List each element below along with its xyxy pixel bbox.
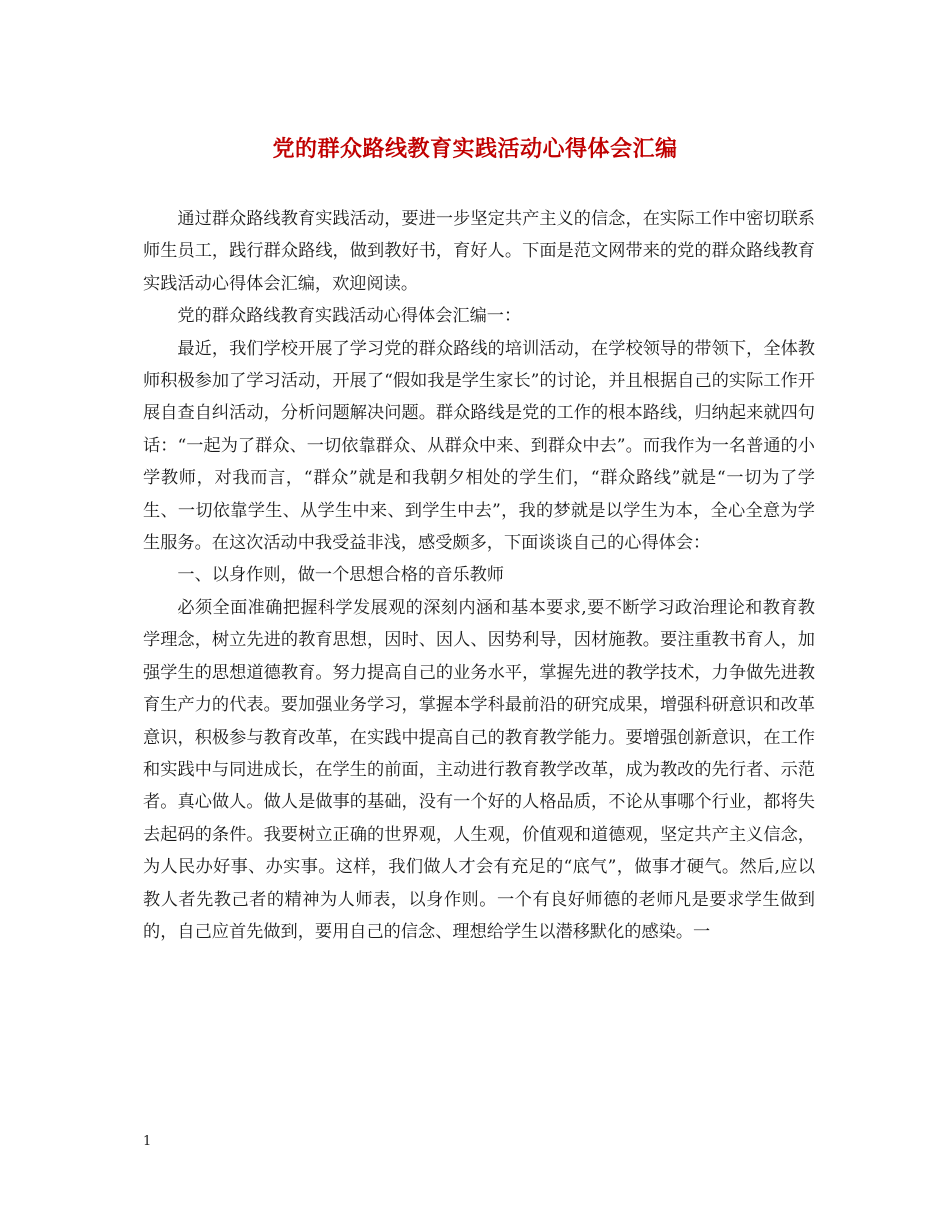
document-title: 党的群众路线教育实践活动心得体会汇编 xyxy=(272,136,678,162)
paragraph-subheading-part-one: 党的群众路线教育实践活动心得体会汇编一： xyxy=(177,306,522,327)
paragraph-section-one-body: 必须全面准确把握科学发展观的深刻内涵和基本要求,要不断学习政治理论和教育教学理念，树立先进的教育思想，因时、因人、因势利导，因材施教。要注重教书育人，加强学生的思想道德教育。努力提高自己的业务水平，掌握先进的教学技术，力争做先进教育生产力的代表。要加强业务学习，掌握本学科最前沿的研究成果，增强科研意识和改革意识，积极参与教育改革，在实践中提高自己的教育教学能力。要增强创新意识，在工作和实践中与同进成长，在学生的前面，主动进行教育教学改革，成为教改的先行者、示范者。真心做人。做人是做事的基础，没有一个好的人格品质，不论从事哪个行业，都将失去起码的条件。我要树立正确的世界观，人生观，价值观和道德观，坚定共产主义信念，为人民办好事、办实事。这样，我们做人才会有充足的“底气”，做事才硬气。然后,应以教人者先教己者的精神为人师表，以身作则。一个有良好师德的老师凡是要求学生做到的，自己应首先做到，要用自己的信念、理想给学生以潜移默化的感染。一 xyxy=(143,597,815,942)
paragraph-section-heading-one: 一、以身作则，做一个思想合格的音乐教师 xyxy=(177,565,504,586)
document-body xyxy=(143,203,815,948)
paragraph-intro: 通过群众路线教育实践活动，要进一步坚定共产主义的信念，在实际工作中密切联系师生员工，践行群众路线，做到教好书，育好人。下面是范文网带来的党的群众路线教育实践活动心得体会汇编，欢迎阅读。 xyxy=(143,209,815,294)
paragraph-training-activity: 最近，我们学校开展了学习党的群众路线的培训活动，在学校领导的带领下，全体教师积极参加了学习活动，开展了“假如我是学生家长”的讨论，并且根据自己的实际工作开展自查自纠活动，分析问题解决问题。群众路线是党的工作的根本路线，归纳起来就四句话：“一起为了群众、一切依靠群众、从群众中来、到群众中去”。而我作为一名普通的小学教师，对我而言，“群众”就是和我朝夕相处的学生们，“群众路线”就是“一切为了学生、一切依靠学生、从学生中来、到学生中去”，我的梦就是以学生为本，全心全意为学生服务。在这次活动中我受益非浅，感受颇多，下面谈谈自己的心得体会： xyxy=(143,338,815,554)
page-number: 1 xyxy=(143,1134,152,1149)
